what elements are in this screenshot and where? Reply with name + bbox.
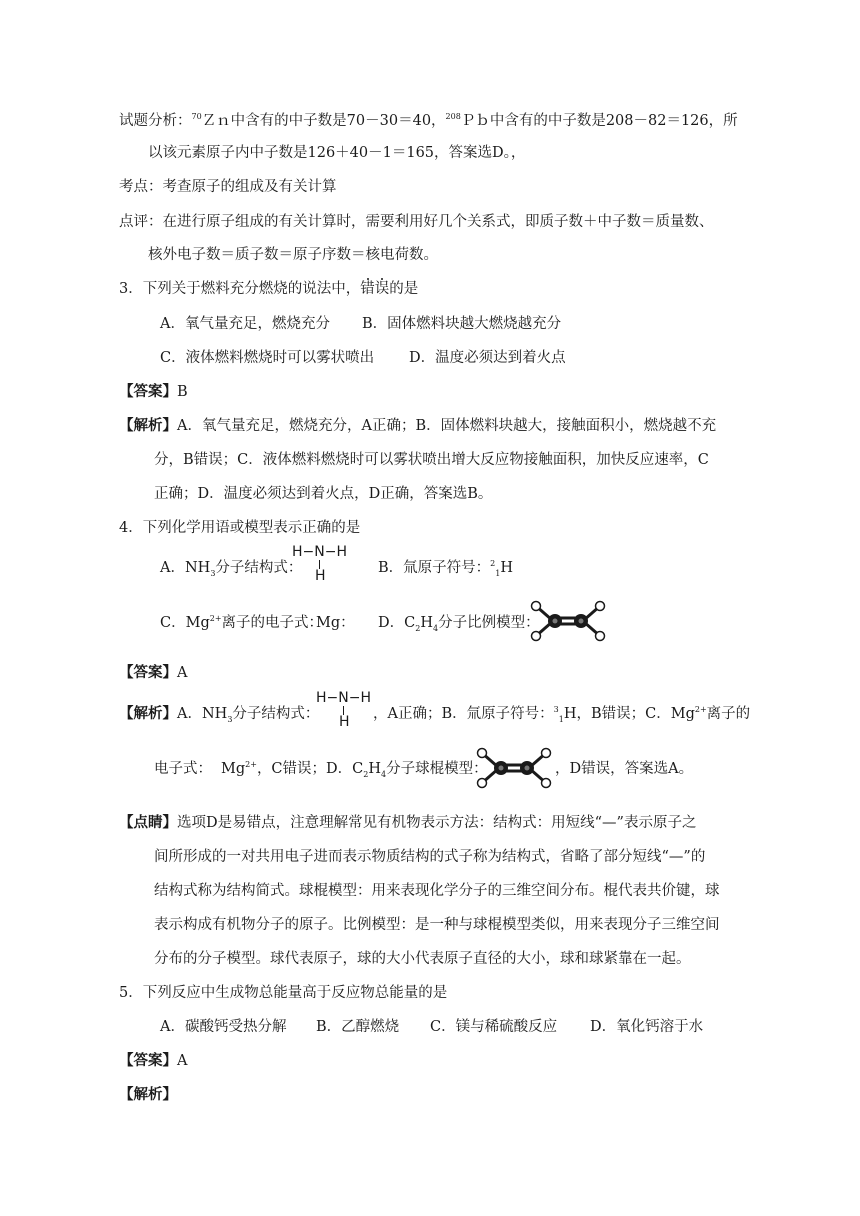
dianjing-line-5: 分布的分子模型。球代表原子，球的大小代表原子直径的大小，球和球紧靠在一起。 <box>154 951 691 967</box>
q5-option-c: C．镁与稀硫酸反应 <box>430 1019 558 1035</box>
q3-stem: 3．下列关于燃料充分燃烧的说法中，错误的是 <box>119 281 419 297</box>
dianjing-line-4: 表示构成有机物分子的原子。比例模型：是一种与球棍模型类似，用来表现分子三维空间 <box>154 917 720 933</box>
q4-option-b: B．氚原子符号：$^2_1$H <box>378 559 513 578</box>
q5-jiexi: 【解析】 <box>119 1086 177 1103</box>
q3-jiexi-3: 正确；D．温度必须达到着火点，D正确，答案选B。 <box>154 486 493 502</box>
q4-stem: 4．下列化学用语或模型表示正确的是 <box>119 520 361 536</box>
q4-jiexi-1b: ，A正确；B．氚原子符号：$^3_1$H，B错误；C．$Mg^{2+}$离子的 <box>373 705 751 724</box>
q3-option-c: C．液体燃料燃烧时可以雾状喷出 <box>160 350 375 366</box>
c2h4-ball-stick-model-icon-analysis <box>476 747 552 789</box>
q3-answer: 【答案】B <box>119 383 188 400</box>
dianping-line-2: 核外电子数＝质子数＝原子序数＝核电荷数。 <box>148 247 438 263</box>
q5-option-d: D．氧化钙溶于水 <box>590 1019 704 1035</box>
analysis-line-1: 试题分析：$^{70}$Ｚｎ中含有的中子数是70－30＝40，$^{208}$Ｐｂ中含有的中子数是208－82＝126，所 <box>119 112 738 129</box>
nh3-bottom-h: H <box>315 568 326 584</box>
q4-option-a: A．$NH_3$分子结构式： <box>160 560 303 578</box>
dianping-line-1: 点评：在进行原子组成的有关计算时，需要利用好几个关系式，即质子数＋中子数＝质量数、 <box>119 214 714 230</box>
q4-jiexi-2b: $Mg^{2+}$，C错误；D．$C_2H_4$分子球棍模型： <box>221 760 488 779</box>
nh3-structure-figure-analysis <box>316 690 376 732</box>
c2h4-ball-stick-model-icon <box>530 600 606 642</box>
nh3-top-row: H−N−H <box>292 544 347 560</box>
q3-jiexi-2: 分，B错误；C．液体燃料燃烧时可以雾状喷出增大反应物接触面积，加快反应速率，C <box>154 452 709 468</box>
dianjing-line-3: 结构式称为结构简式。球棍模型：用来表现化学分子的三维空间分布。棍代表共价键，球 <box>154 883 720 899</box>
q4-jiexi-2c: ，D错误，答案选A。 <box>555 761 694 777</box>
nh3-structure-figure <box>292 544 352 586</box>
q5-option-a: A．碳酸钙受热分解 <box>160 1019 287 1035</box>
q5-stem: 5．下列反应中生成物总能量高于反应物总能量的是 <box>119 985 448 1001</box>
nh3-top-row: H−N−H <box>316 690 371 706</box>
q5-answer: 【答案】A <box>119 1052 188 1069</box>
q4-option-d: D．$C_2H_4$分子比例模型： <box>378 615 540 633</box>
nh3-bottom-h: H <box>339 714 350 730</box>
q4-option-c: C．$Mg^{2+}$离子的电子式： <box>160 614 324 631</box>
dianjing-line-2: 间所形成的一对共用电子进而表示物质结构的式子称为结构式，省略了部分短线“—”的 <box>154 849 706 865</box>
q3-option-d: D．温度必须达到着火点 <box>409 350 566 366</box>
q3-option-b: B．固体燃料块越大燃烧越充分 <box>362 316 562 332</box>
analysis-line-2: 以该元素原子内中子数是126＋40－1＝165，答案选D。， <box>148 145 526 161</box>
q4-jiexi-2a: 电子式： <box>154 761 212 777</box>
kaodian-line: 考点：考查原子的组成及有关计算 <box>119 179 337 195</box>
q4-answer: 【答案】A <box>119 664 188 681</box>
q3-option-a: A．氧气量充足，燃烧充分 <box>160 316 330 332</box>
dianjing-line-1: 【点睛】选项D是易错点，注意理解常见有机物表示方法：结构式：用短线“—”表示原子之 <box>119 814 697 831</box>
q3-jiexi-1: 【解析】A．氧气量充足，燃烧充分，A正确；B．固体燃料块越大，接触面积小，燃烧越不充 <box>119 417 717 434</box>
mg-electron-formula: Mg： <box>316 615 355 631</box>
q5-option-b: B．乙醇燃烧 <box>316 1019 400 1035</box>
q4-jiexi-1a: 【解析】A．$NH_3$分子结构式： <box>119 705 320 724</box>
